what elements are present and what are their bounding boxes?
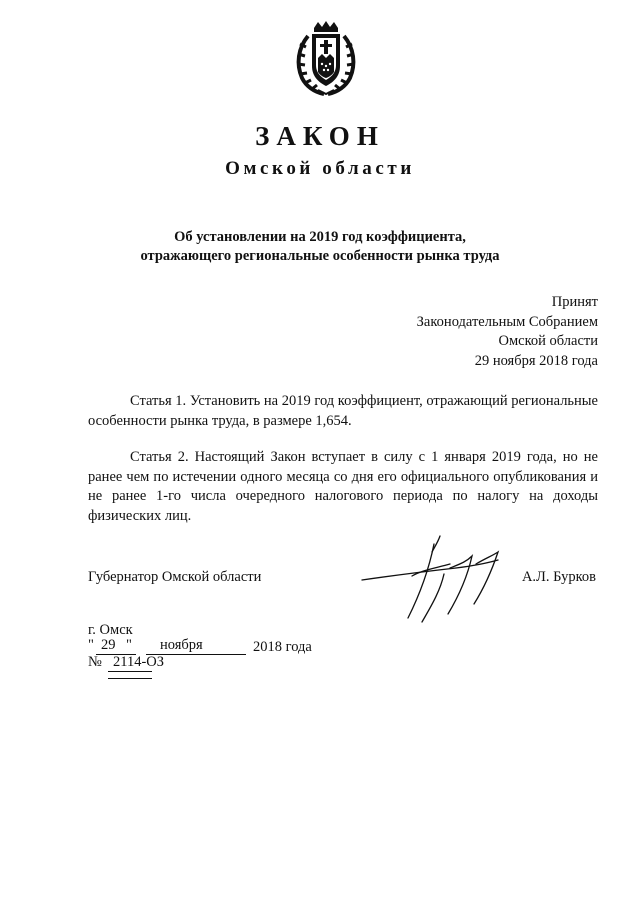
- number-underline: [108, 671, 152, 672]
- law-name-line: Об установлении на 2019 год коэффициента,: [174, 229, 466, 245]
- document-subtitle: Омской области: [225, 158, 415, 179]
- law-number: [88, 654, 208, 680]
- date-year: 2018 года: [253, 639, 312, 655]
- adoption-line: Принят: [551, 294, 598, 310]
- signatory-name: А.Л. Бурков: [521, 569, 596, 585]
- article-1: Статья 1. Установить на 2019 год коэффициент, отражающий региональные особенности рынка труда, в размере 1,654.: [88, 393, 598, 429]
- date-month: ноября: [160, 637, 203, 653]
- article-2: Статья 2. Настоящий Закон вступает в силу с 1 января 2019 года, но не ранее чем по истечении одного месяца со дня его официального опубликования и не ранее 1-го числа очередного налогового периода по налогу на доходы физических лиц.: [88, 449, 598, 524]
- law-name: [60, 228, 580, 266]
- number-underline-second: [108, 678, 152, 679]
- signing-place: г. Омск: [88, 622, 133, 638]
- document-title: ЗАКОН: [255, 121, 385, 151]
- omsk-coat-of-arms-icon: [294, 20, 358, 96]
- adoption-date: 29 ноября 2018 года: [474, 352, 598, 369]
- quote-open: ": [88, 637, 94, 653]
- date-day: 29: [101, 637, 116, 653]
- adoption-line: Омской области: [498, 333, 598, 350]
- law-name-line: отражающего региональные особенности рынка труда: [140, 248, 500, 264]
- adoption-block: [417, 293, 598, 371]
- quote-close: ": [126, 637, 132, 653]
- handwritten-signature-icon: [360, 534, 510, 626]
- number-sign: №: [88, 654, 102, 670]
- adoption-line: Законодательным Собранием: [416, 313, 598, 330]
- number-value: 2114-ОЗ: [113, 654, 165, 670]
- signatory-position: Губернатор Омской области: [88, 569, 262, 585]
